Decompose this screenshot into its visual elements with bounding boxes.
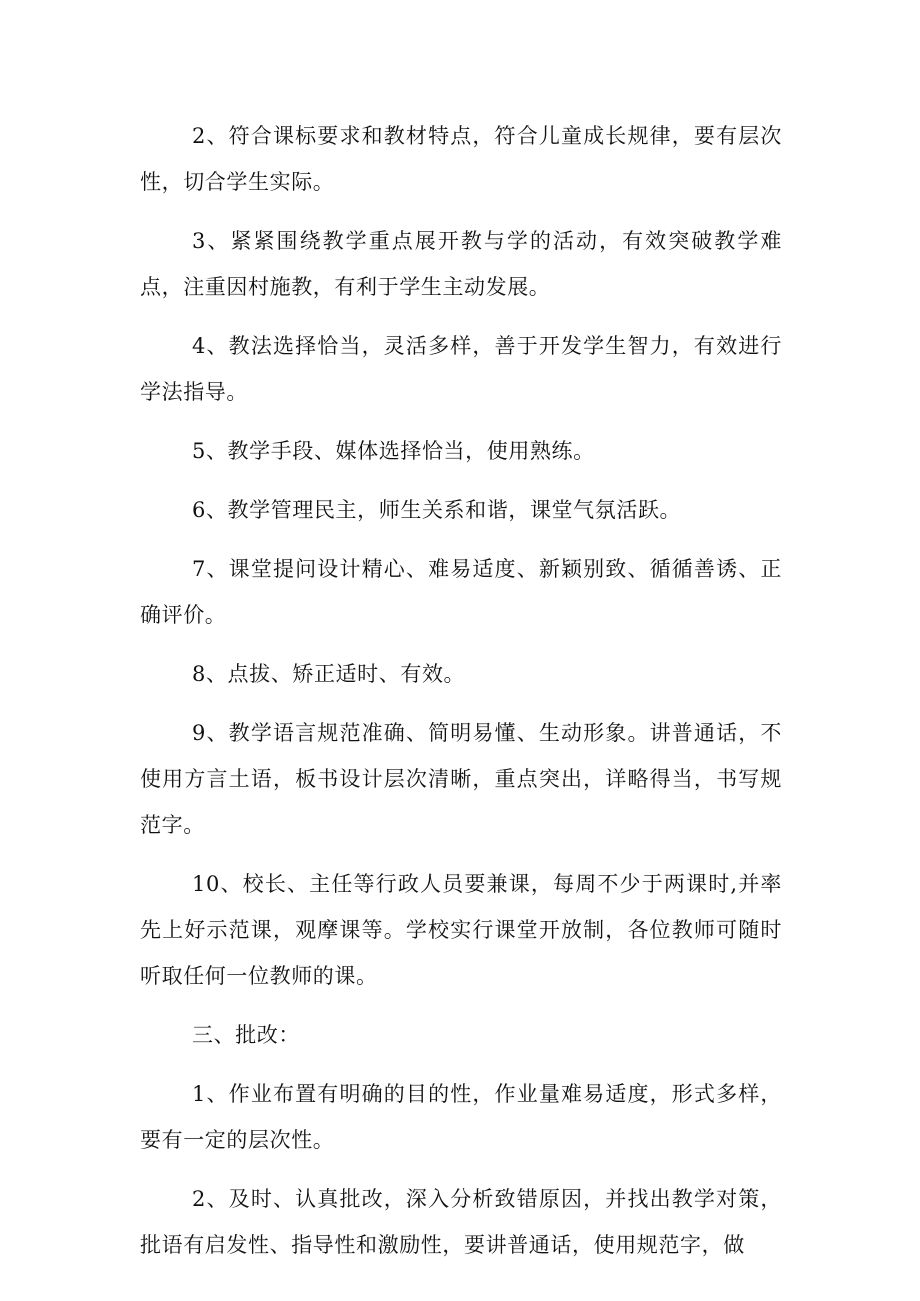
paragraph-item-9-language: 9、教学语言规范准确、简明易懂、生动形象。讲普通话，不使用方言土语，板书设计层次清晰，重点突出，详略得当，书写规范字。: [140, 721, 782, 837]
document-page: [140, 113, 782, 1281]
paragraph-item-4-teaching-methods: 4、教法选择恰当，灵活多样，善于开发学生智力，有效进行学法指导。: [140, 334, 782, 404]
paragraph-item-3-key-points: 3、紧紧围绕教学重点展开教与学的活动，有效突破教学难点，注重因村施教，有利于学生主动发展。: [140, 229, 782, 299]
paragraph-item-2-curriculum: 2、符合课标要求和教材特点，符合儿童成长规律，要有层次性，切合学生实际。: [140, 124, 782, 194]
paragraph-item-6-class-management: 6、教学管理民主，师生关系和谐，课堂气氛活跃。: [192, 498, 682, 522]
section-heading-grading: 三、批改：: [192, 1023, 300, 1047]
paragraph-item-7-questioning: 7、课堂提问设计精心、难易适度、新颖别致、循循善诱、正确评价。: [140, 557, 782, 627]
paragraph-grading-item-1: 1、作业布置有明确的目的性，作业量难易适度，形式多样，要有一定的层次性。: [140, 1082, 782, 1152]
paragraph-item-8-correction: 8、点拔、矫正适时、有效。: [192, 662, 466, 686]
paragraph-item-10-administrators: 10、校长、主任等行政人员要兼课，每周不少于两课时,并率先上好示范课，观摩课等。学校实行课堂开放制，各位教师可随时听取任何一位教师的课。: [140, 872, 782, 988]
paragraph-grading-item-2: 2、及时、认真批改，深入分析致错原因，并找出教学对策，批语有启发性、指导性和激励性，要讲普通话，使用规范字，做: [140, 1187, 782, 1257]
paragraph-item-5-media: 5、教学手段、媒体选择恰当，使用熟练。: [192, 439, 595, 463]
